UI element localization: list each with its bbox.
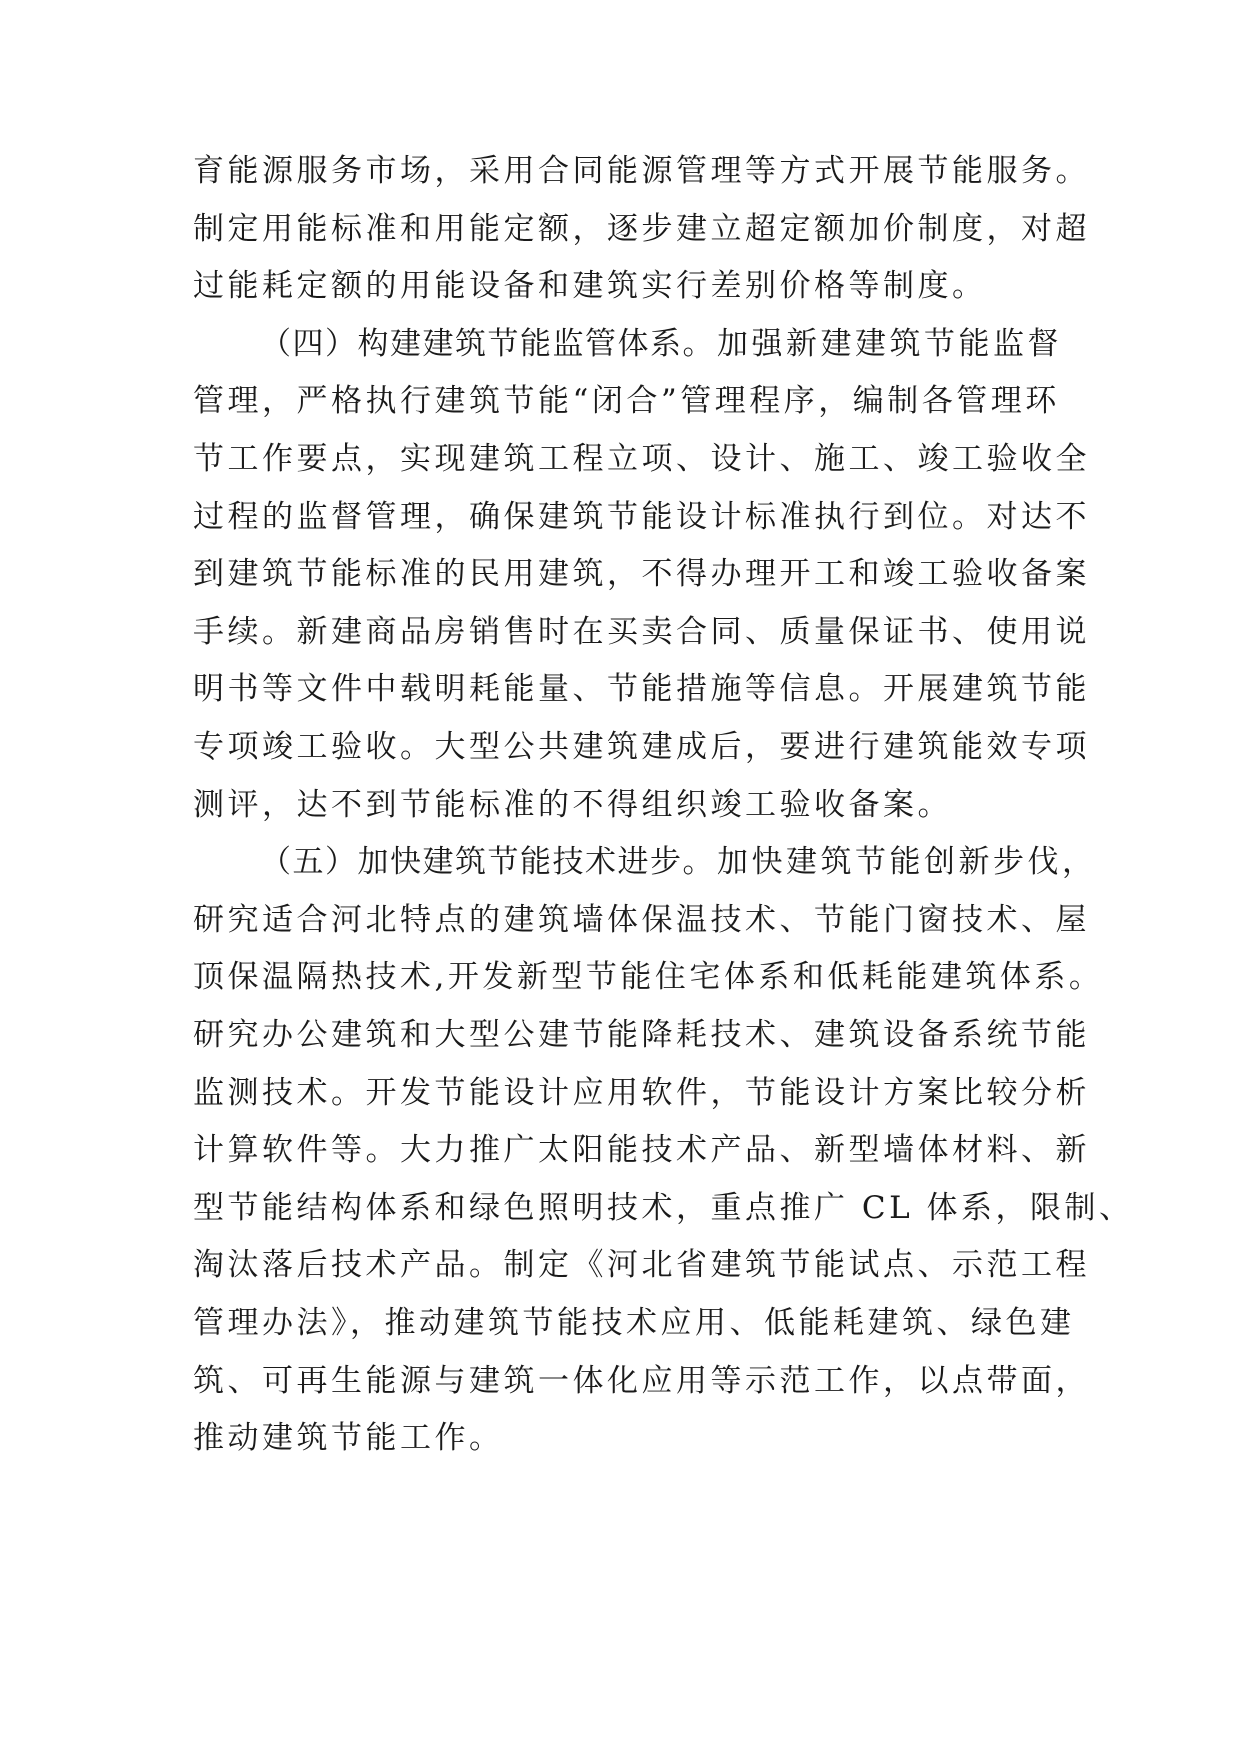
text-run: 过程的监督管理，确保建筑节能设计标准执行到位。对达不 xyxy=(193,499,1090,535)
text-line xyxy=(193,722,1090,772)
text-run: 育能源服务市场，采用合同能源管理等方式开展节能服务。 xyxy=(193,153,1090,189)
text-run: 研究办公建筑和大型公建节能降耗技术、建筑设备系统节能 xyxy=(193,1017,1090,1053)
text-run: 制定用能标准和用能定额，逐步建立超定额加价制度，对超 xyxy=(193,211,1090,247)
text-run: 顶保温隔热技术,开发新型节能住宅体系和低耗能建筑体系。 xyxy=(193,959,1104,995)
text-line xyxy=(193,1010,1090,1060)
section-heading: （五）加快建筑节能技术进步 xyxy=(260,844,683,880)
text-run: 推动建筑节能工作。 xyxy=(193,1420,504,1456)
text-line xyxy=(193,1068,1090,1118)
text-run: 淘汰落后技术产品。制定《河北省建筑节能试点、示范工程 xyxy=(193,1247,1090,1283)
text-line xyxy=(193,895,1090,945)
text-run: 计算软件等。大力推广太阳能技术产品、新型墙体材料、新 xyxy=(193,1132,1090,1168)
text-line xyxy=(193,146,1090,196)
text-run: 节工作要点，实现建筑工程立项、设计、施工、竣工验收全 xyxy=(193,441,1090,477)
text-line xyxy=(193,1240,1090,1290)
text-line xyxy=(193,549,1090,599)
text-line xyxy=(193,492,1090,542)
text-line xyxy=(193,952,1103,1002)
text-line xyxy=(193,1356,1090,1406)
text-run: 管理办法》，推动建筑节能技术应用、低能耗建筑、绿色建 xyxy=(193,1305,1075,1341)
text-run: 到建筑节能标准的民用建筑，不得办理开工和竣工验收备案 xyxy=(193,556,1090,592)
text-run: 明书等文件中载明耗能量、节能措施等信息。开展建筑节能 xyxy=(193,671,1090,707)
text-line xyxy=(193,780,952,830)
text-line xyxy=(193,376,1060,426)
text-run: 。加快建筑节能创新步伐， xyxy=(682,844,1097,880)
text-line xyxy=(193,664,1090,714)
text-run: 型节能结构体系和绿色照明技术，重点推广 CL 体系，限制、 xyxy=(193,1190,1134,1226)
text-line xyxy=(193,434,1090,484)
text-line xyxy=(193,1413,504,1463)
text-line xyxy=(193,261,987,311)
text-line xyxy=(193,1125,1090,1175)
text-run: 监测技术。开发节能设计应用软件，节能设计方案比较分析 xyxy=(193,1075,1090,1111)
text-line xyxy=(260,319,1062,369)
section-heading: （四）构建建筑节能监管体系 xyxy=(260,326,683,362)
text-line xyxy=(193,1298,1075,1348)
text-line xyxy=(260,837,1097,887)
text-run: 过能耗定额的用能设备和建筑实行差别价格等制度。 xyxy=(193,268,987,304)
text-run: 管理，严格执行建筑节能“闭合”管理程序，编制各管理环 xyxy=(193,383,1060,419)
text-line xyxy=(193,607,1090,657)
text-run: 研究适合河北特点的建筑墙体保温技术、节能门窗技术、屋 xyxy=(193,902,1090,938)
text-run: 。加强新建建筑节能监督 xyxy=(682,326,1062,362)
text-run: 手续。新建商品房销售时在买卖合同、质量保证书、使用说 xyxy=(193,614,1090,650)
text-line xyxy=(193,1183,1134,1233)
text-run: 专项竣工验收。大型公共建筑建成后，要进行建筑能效专项 xyxy=(193,729,1090,765)
text-line xyxy=(193,204,1090,254)
text-run: 筑、可再生能源与建筑一体化应用等示范工作，以点带面， xyxy=(193,1363,1090,1399)
text-run: 测评，达不到节能标准的不得组织竣工验收备案。 xyxy=(193,787,952,823)
